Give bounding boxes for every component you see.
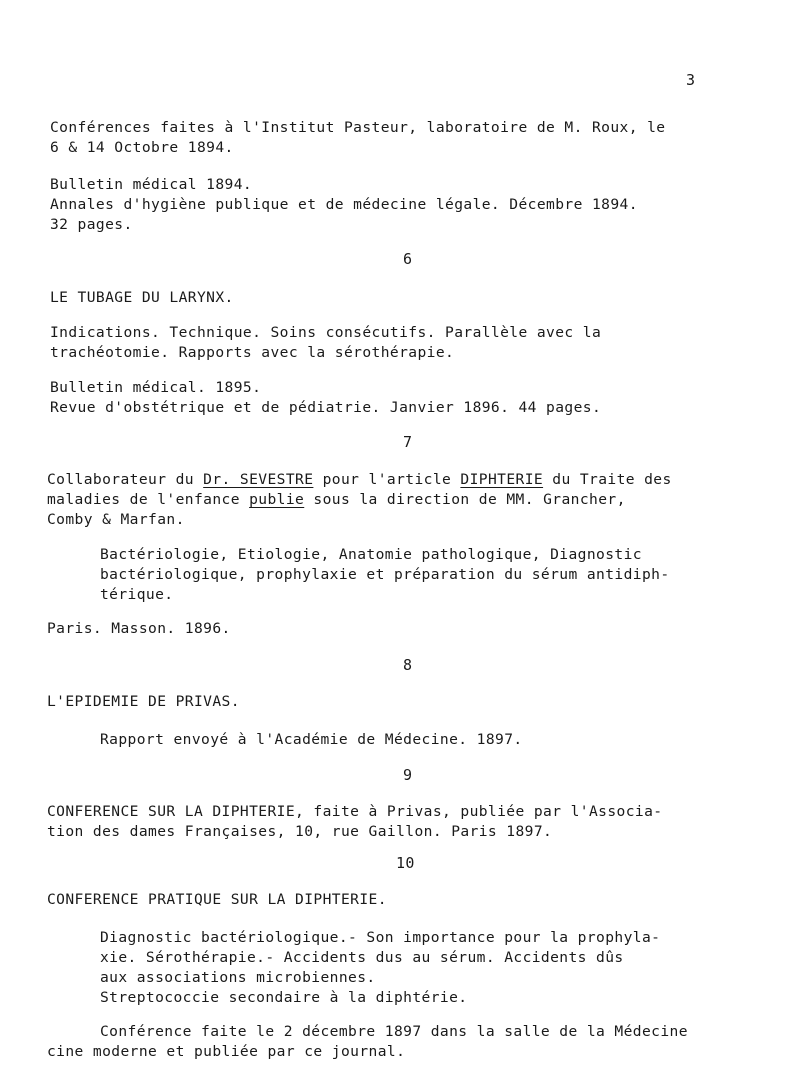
- entry-number: 10: [396, 854, 415, 872]
- description-line: térique.: [100, 586, 174, 603]
- description-line: Bactériologie, Etiologie, Anatomie pathologique, Diagnostic: [100, 546, 642, 563]
- publication-line: Paris. Masson. 1896.: [47, 620, 231, 637]
- entry-title: CONFERENCE PRATIQUE SUR LA DIPHTERIE.: [47, 891, 387, 908]
- text-segment: pour l'article: [313, 471, 461, 488]
- text-segment: du Traite des: [543, 471, 672, 488]
- page-number: 3: [686, 71, 696, 89]
- article-name: DIPHTERIE: [460, 471, 544, 488]
- description-line: bactériologique, prophylaxie et préparation du sérum antidiph-: [100, 566, 670, 583]
- entry-number: 8: [403, 656, 413, 674]
- description-line: Streptococcie secondaire à la diphtérie.: [100, 989, 468, 1006]
- text-segment: publie: [249, 491, 305, 508]
- publication-line: Annales d'hygiène publique et de médecine légale. Décembre 1894.: [50, 196, 638, 213]
- collaboration-line: [47, 470, 672, 490]
- entry-text-line: 6 & 14 Octobre 1894.: [50, 139, 234, 156]
- note-line: Conférence faite le 2 décembre 1897 dans la salle de la Médecine: [100, 1023, 688, 1040]
- publication-line: Bulletin médical. 1895.: [50, 379, 262, 396]
- entry-title: LE TUBAGE DU LARYNX.: [50, 289, 234, 306]
- entry-text-line: Conférences faites à l'Institut Pasteur, laboratoire de M. Roux, le: [50, 119, 666, 136]
- publication-line: Bulletin médical 1894.: [50, 176, 253, 193]
- entry-text-line: CONFERENCE SUR LA DIPHTERIE, faite à Privas, publiée par l'Associa-: [47, 803, 663, 820]
- entry-number: 6: [403, 250, 413, 268]
- text-segment: maladies de l'enfance: [47, 491, 250, 508]
- collaboration-line: Comby & Marfan.: [47, 511, 185, 528]
- collaboration-line: [47, 490, 626, 510]
- description-line: Indications. Technique. Soins consécutifs. Parallèle avec la: [50, 324, 602, 341]
- text-segment: sous la direction de MM. Grancher,: [304, 491, 626, 508]
- entry-title: L'EPIDEMIE DE PRIVAS.: [47, 693, 240, 710]
- description-line: Rapport envoyé à l'Académie de Médecine. 1897.: [100, 731, 523, 748]
- publication-line: Revue d'obstétrique et de pédiatrie. Janvier 1896. 44 pages.: [50, 399, 602, 416]
- description-line: xie. Sérothérapie.- Accidents dus au sérum. Accidents dûs: [100, 949, 624, 966]
- description-line: trachéotomie. Rapports avec la sérothérapie.: [50, 344, 455, 361]
- description-line: Diagnostic bactériologique.- Son importance pour la prophyla-: [100, 929, 661, 946]
- publication-line: 32 pages.: [50, 216, 133, 233]
- description-line: aux associations microbiennes.: [100, 969, 376, 986]
- entry-text-line: tion des dames Françaises, 10, rue Gaillon. Paris 1897.: [47, 823, 553, 840]
- note-line: cine moderne et publiée par ce journal.: [47, 1043, 406, 1060]
- author-name: Dr. SEVESTRE: [203, 471, 314, 488]
- text-segment: Collaborateur du: [47, 471, 204, 488]
- entry-number: 9: [403, 766, 413, 784]
- entry-number: 7: [403, 433, 413, 451]
